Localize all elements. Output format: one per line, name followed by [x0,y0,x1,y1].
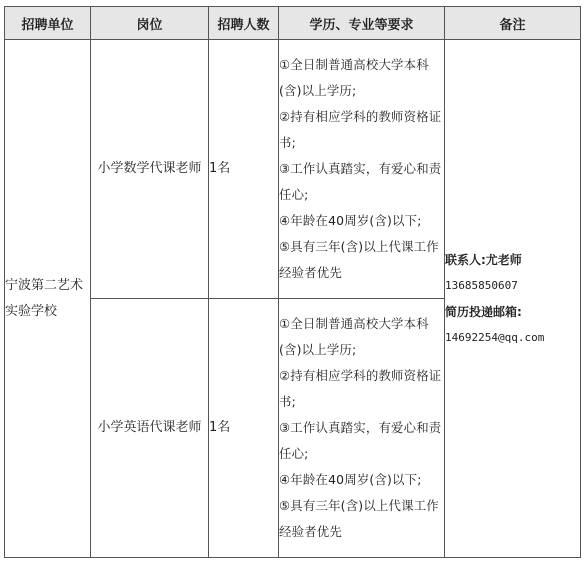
requirements-cell [279,299,445,558]
table-row [5,40,581,299]
requirement-item: ④年龄在40周岁(含)以下; [279,213,422,228]
requirement-item: ⑤具有三年(含)以上代课工作经验者优先 [279,239,439,280]
header-note: 备注 [445,7,581,40]
requirement-item: ②持有相应学科的教师资格证书; [279,109,442,150]
count-cell: 1名 [209,40,279,299]
unit-cell: 宁波第二艺术实验学校 [5,40,91,558]
requirements-cell [279,40,445,299]
note-cell [445,40,581,558]
requirement-item: ③工作认真踏实，有爱心和责任心; [279,161,442,202]
requirement-item: ⑤具有三年(含)以上代课工作经验者优先 [279,498,439,539]
header-requirements: 学历、专业等要求 [279,7,445,40]
requirement-item: ③工作认真踏实，有爱心和责任心; [279,420,442,461]
post-cell: 小学数学代课老师 [91,40,209,299]
requirement-item: ①全日制普通高校大学本科(含)以上学历; [279,57,429,98]
header-unit: 招聘单位 [5,7,91,40]
contact-email: 14692254@qq.com [445,330,545,344]
header-post: 岗位 [91,7,209,40]
post-cell: 小学英语代课老师 [91,299,209,558]
count-cell: 1名 [209,299,279,558]
header-count: 招聘人数 [209,7,279,40]
contact-person: 联系人:尤老师 [445,252,522,267]
email-label: 简历投递邮箱: [445,304,522,319]
requirement-item: ④年龄在40周岁(含)以下; [279,472,422,487]
recruitment-table [4,6,581,558]
header-row [5,7,581,40]
requirement-item: ①全日制普通高校大学本科(含)以上学历; [279,316,429,357]
contact-phone: 13685850607 [445,278,518,292]
requirement-item: ②持有相应学科的教师资格证书; [279,368,442,409]
